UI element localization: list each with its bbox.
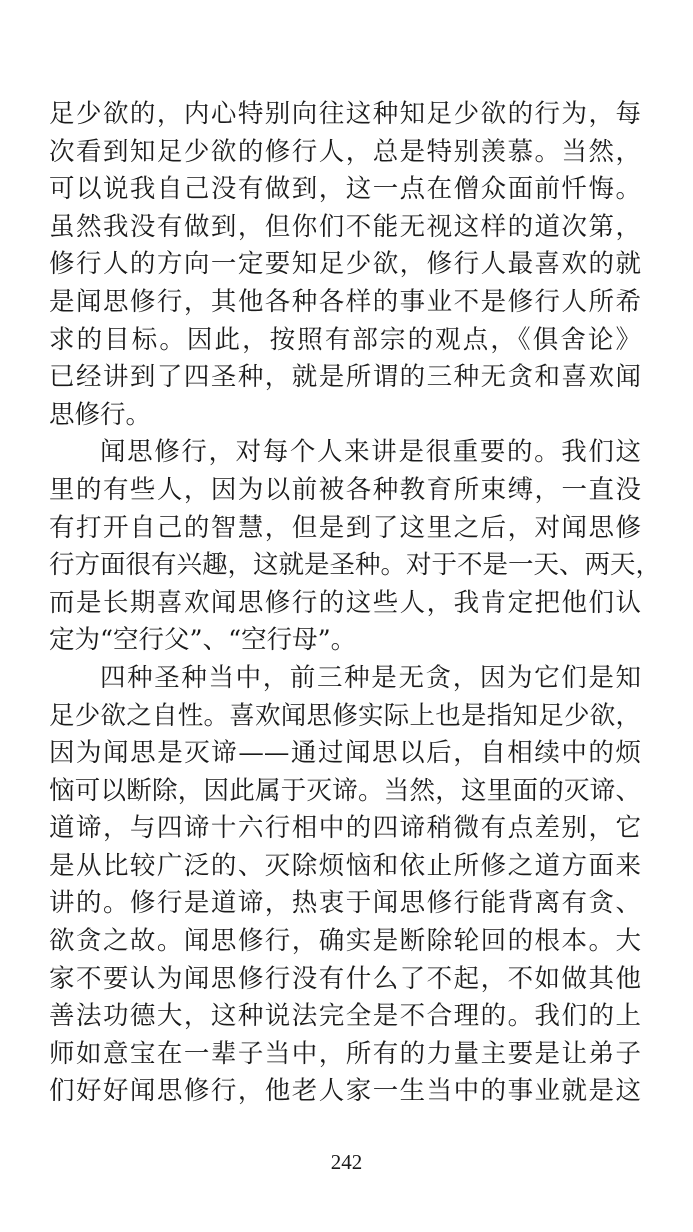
- text-line: 善法功德大，这种说法完全是不合理的。我们的上: [49, 1001, 641, 1032]
- text-line: 次看到知足少欲的修行人，总是特别羡慕。当然，: [49, 136, 641, 167]
- text-line: 已经讲到了四圣种，就是所谓的三种无贪和喜欢闻: [49, 362, 641, 393]
- text-line: 虽然我没有做到，但你们不能无视这样的道次第，: [49, 211, 641, 242]
- paragraph-3: [49, 660, 641, 1111]
- text-line: 求的目标。因此，按照有部宗的观点，《俱舍论》: [49, 324, 641, 355]
- text-line: 行方面很有兴趣，这就是圣种。对于不是一天、两天，: [49, 550, 662, 581]
- text-line: 修行人的方向一定要知足少欲，修行人最喜欢的就: [49, 249, 641, 280]
- text-line: 闻思修行，对每个人来讲是很重要的。我们这: [100, 437, 641, 468]
- text-line: 里的有些人，因为以前被各种教育所束缚，一直没: [49, 474, 641, 505]
- text-line: 是从比较广泛的、灭除烦恼和依止所修之道方面来: [49, 850, 641, 881]
- text-line: 定为“空行父”、“空行母”。: [49, 625, 357, 656]
- text-line: 有打开自己的智慧，但是到了这里之后，对闻思修: [49, 512, 641, 543]
- text-line: 师如意宝在一辈子当中，所有的力量主要是让弟子: [49, 1038, 641, 1069]
- text-line: 足少欲的，内心特别向往这种知足少欲的行为，每: [49, 99, 641, 129]
- page-number: 242: [330, 1150, 363, 1174]
- paragraph-2: [49, 434, 662, 660]
- text-line: 思修行。: [49, 399, 152, 430]
- text-line: 可以说我自己没有做到，这一点在僧众面前忏悔。: [49, 174, 641, 205]
- page-body-text: [49, 96, 662, 1111]
- text-line: 是闻思修行，其他各种各样的事业不是修行人所希: [49, 286, 641, 317]
- text-line: 讲的。修行是道谛，热衷于闻思修行能背离有贪、: [49, 888, 641, 919]
- paragraph-1: [49, 96, 641, 434]
- text-line: 足少欲之自性。喜欢闻思修实际上也是指知足少欲，: [49, 700, 641, 731]
- text-line: 因为闻思是灭谛——通过闻思以后，自相续中的烦: [49, 738, 641, 769]
- text-line: 四种圣种当中，前三种是无贪，因为它们是知: [100, 662, 641, 693]
- text-line: 欲贪之故。闻思修行，确实是断除轮回的根本。大: [49, 926, 641, 957]
- text-line: 恼可以断除，因此属于灭谛。当然，这里面的灭谛、: [49, 775, 641, 806]
- text-line: 而是长期喜欢闻思修行的这些人，我肯定把他们认: [49, 587, 641, 618]
- text-line: 们好好闻思修行，他老人家一生当中的事业就是这: [49, 1076, 641, 1107]
- text-line: 道谛，与四谛十六行相中的四谛稍微有点差别，它: [49, 813, 641, 844]
- text-line: 家不要认为闻思修行没有什么了不起，不如做其他: [49, 963, 641, 994]
